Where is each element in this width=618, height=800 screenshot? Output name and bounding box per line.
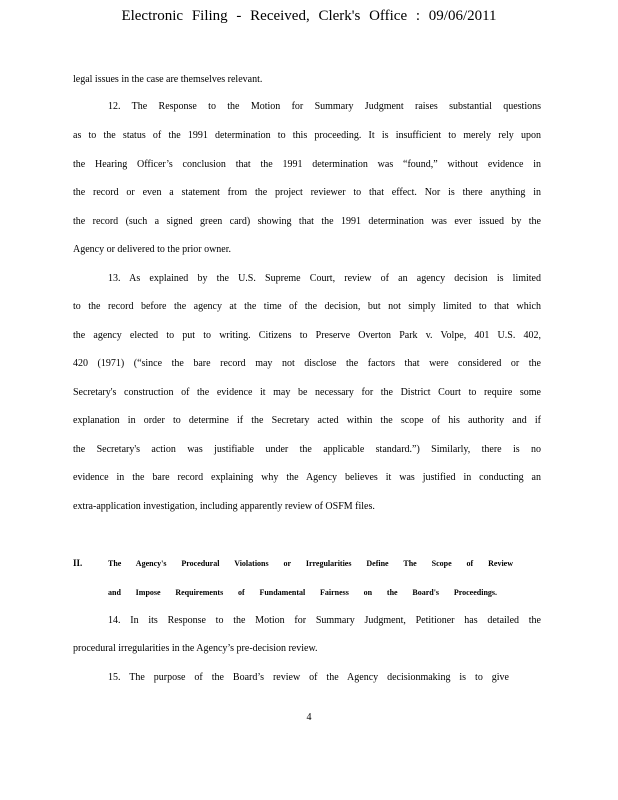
- text-line: the Hearing Officer’s conclusion that the 1991 determination was “found,” without evidence in: [73, 159, 541, 170]
- filing-header: Electronic Filing - Received, Clerk's Office : 09/06/2011: [121, 8, 497, 24]
- text-line: legal issues in the case are themselves relevant.: [73, 74, 263, 85]
- text-line: Secretary's construction of the evidence it may be necessary for the District Court to require some: [73, 387, 541, 398]
- text-line: to the record before the agency at the time of the decision, but not simply limited to that which: [73, 301, 541, 312]
- page-number: 4: [306, 712, 312, 723]
- text-line: the record (such a signed green card) showing that the 1991 determination was ever issued by the: [73, 216, 541, 227]
- text-line: 420 (1971) (“since the bare record may not disclose the factors that were considered or the: [73, 358, 541, 369]
- text-line: as to the status of the 1991 determination to this proceeding. It is insufficient to merely rely upon: [73, 130, 541, 141]
- paragraph-14-start: 14. In its Response to the Motion for Summary Judgment, Petitioner has detailed the: [108, 615, 541, 626]
- text-line: the record or even a statement from the project reviewer to that effect. Nor is there anything in: [73, 187, 541, 198]
- text-line: extra-application investigation, including apparently review of OSFM files.: [73, 501, 375, 512]
- text-line: procedural irregularities in the Agency’s pre-decision review.: [73, 643, 318, 654]
- paragraph-12-start: 12. The Response to the Motion for Summary Judgment raises substantial questions: [108, 101, 541, 112]
- section-number: II.: [73, 558, 83, 568]
- text-line: the agency elected to put to writing. Citizens to Preserve Overton Park v. Volpe, 401 U.S. 402,: [73, 330, 541, 341]
- text-line: evidence in the bare record explaining why the Agency believes it was justified in conducting an: [73, 472, 541, 483]
- section-title-line-2: and Impose Requirements of Fundamental Fairness on the Board's Proceedings.: [108, 588, 497, 597]
- paragraph-15-start: 15. The purpose of the Board’s review of the Agency decisionmaking is to give: [108, 672, 509, 683]
- text-line: the Secretary's action was justifiable under the applicable standard.”) Similarly, there is no: [73, 444, 541, 455]
- text-line: explanation in order to determine if the Secretary acted within the scope of his authority and if: [73, 415, 541, 426]
- paragraph-13-start: 13. As explained by the U.S. Supreme Court, review of an agency decision is limited: [108, 273, 541, 284]
- text-line: Agency or delivered to the prior owner.: [73, 244, 232, 255]
- section-title-line-1: The Agency's Procedural Violations or Irregularities Define The Scope of Review: [108, 559, 513, 568]
